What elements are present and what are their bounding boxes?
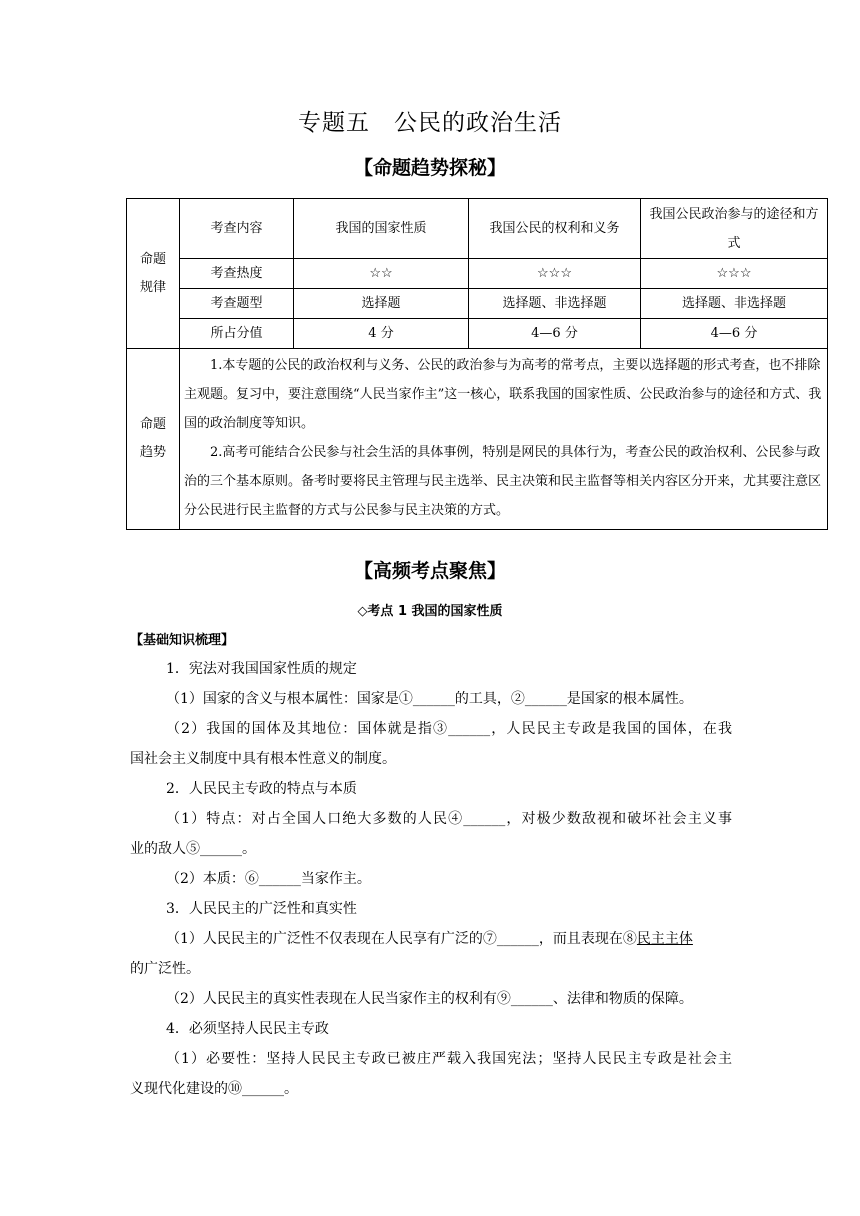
- content-line: 的广泛性。: [130, 961, 200, 977]
- table-cell: 所占分值: [180, 319, 294, 349]
- content-text: （1）人民民主的广泛性不仅表现在人民享有广泛的⑦______，而且表现在⑧: [166, 931, 637, 947]
- trend-paragraph-1: 1.本专题的公民的政治权利与义务、公民的政治参与为高考的常考点，主要以选择题的形式考查，也不排除主观题。复习中，要注意围绕“人民当家作主”这一核心，联系我国的国家性质、公民政治参与的途径和方式、我国的政治制度等知识。: [184, 358, 822, 431]
- content-line: [130, 924, 732, 954]
- content-line: （1）必要性：坚持人民民主专政已被庄严载入我国宪法；坚持人民民主专政是社会主: [166, 1051, 732, 1067]
- content-line: 3．人民民主的广泛性和真实性: [166, 901, 357, 917]
- trend-description-cell: [180, 349, 828, 530]
- table-cell: 选择题、非选择题: [641, 289, 828, 319]
- trend-label-line-2: 趋势: [139, 445, 166, 460]
- table-cell: ☆☆☆: [641, 259, 828, 289]
- trend-paragraph-2: 2.高考可能结合公民参与社会生活的具体事例，特别是网民的具体行为，考查公民的政治权利、公民参与政治的三个基本原则。备考时要将民主管理与民主选举、民主决策和民主监督等相关内容区分开来，尤其要注意区分公民进行民主监督的方式与公民参与民主决策的方式。: [184, 445, 822, 518]
- content-line: （2）本质：⑥______当家作主。: [166, 871, 371, 887]
- content-line: 业的敌人⑤______。: [130, 841, 256, 857]
- table-row: [127, 199, 828, 259]
- content-line: 国社会主义制度中具有根本性意义的制度。: [130, 751, 396, 767]
- table-cell: 4 分: [294, 319, 469, 349]
- table-row: [127, 259, 828, 289]
- trend-label-line-1: 命题: [139, 417, 166, 432]
- table-cell: 我国的国家性质: [294, 199, 469, 259]
- table-cell: ☆☆: [294, 259, 469, 289]
- content-line: 1．宪法对我国国家性质的规定: [166, 661, 357, 677]
- section-heading-trends: 【命题趋势探秘】: [353, 157, 506, 179]
- content-line: （1）国家的含义与根本属性：国家是①______的工具，②______是国家的根本属性。: [166, 691, 693, 707]
- content-line: 2．人民民主专政的特点与本质: [166, 781, 357, 797]
- content-line: （2）我国的国体及其地位：国体就是指③______，人民民主专政是我国的国体，在我: [166, 721, 732, 737]
- sub-heading: 【基础知识梳理】: [130, 633, 235, 648]
- table-cell: ☆☆☆: [469, 259, 641, 289]
- section-heading-focus: 【高频考点聚焦】: [353, 560, 506, 582]
- knowledge-point-title: ◇考点 1 我国的国家性质: [357, 604, 503, 619]
- rule-label-cell: [127, 199, 180, 349]
- table-cell: 考查题型: [180, 289, 294, 319]
- table-cell: 4—6 分: [641, 319, 828, 349]
- knowledge-content: [130, 654, 732, 1104]
- exam-trend-table: [126, 198, 828, 530]
- trend-label-cell: [127, 349, 180, 530]
- table-cell: 考查热度: [180, 259, 294, 289]
- content-line: （2）人民民主的真实性表现在人民当家作主的权利有⑨______、法律和物质的保障。: [166, 991, 693, 1007]
- table-cell: 考查内容: [180, 199, 294, 259]
- table-cell: 我国公民的权利和义务: [469, 199, 641, 259]
- rule-label-line-2: 规律: [139, 279, 166, 295]
- table-cell: 选择题、非选择题: [469, 289, 641, 319]
- page-title: 专题五 公民的政治生活: [298, 110, 562, 136]
- underlined-answer: 民主主体: [636, 931, 693, 947]
- table-row: [127, 319, 828, 349]
- table-row: [127, 349, 828, 530]
- content-line: 义现代化建设的⑩______。: [130, 1081, 298, 1097]
- rule-label-line-1: 命题: [139, 251, 166, 267]
- table-cell: 我国公民政治参与的途径和方式: [641, 199, 828, 259]
- content-line: （1）特点：对占全国人口绝大多数的人民④______，对极少数敌视和破坏社会主义事: [166, 811, 732, 827]
- table-row: [127, 289, 828, 319]
- content-line: 4．必须坚持人民民主专政: [166, 1021, 329, 1037]
- table-cell: 选择题: [294, 289, 469, 319]
- table-cell: 4—6 分: [469, 319, 641, 349]
